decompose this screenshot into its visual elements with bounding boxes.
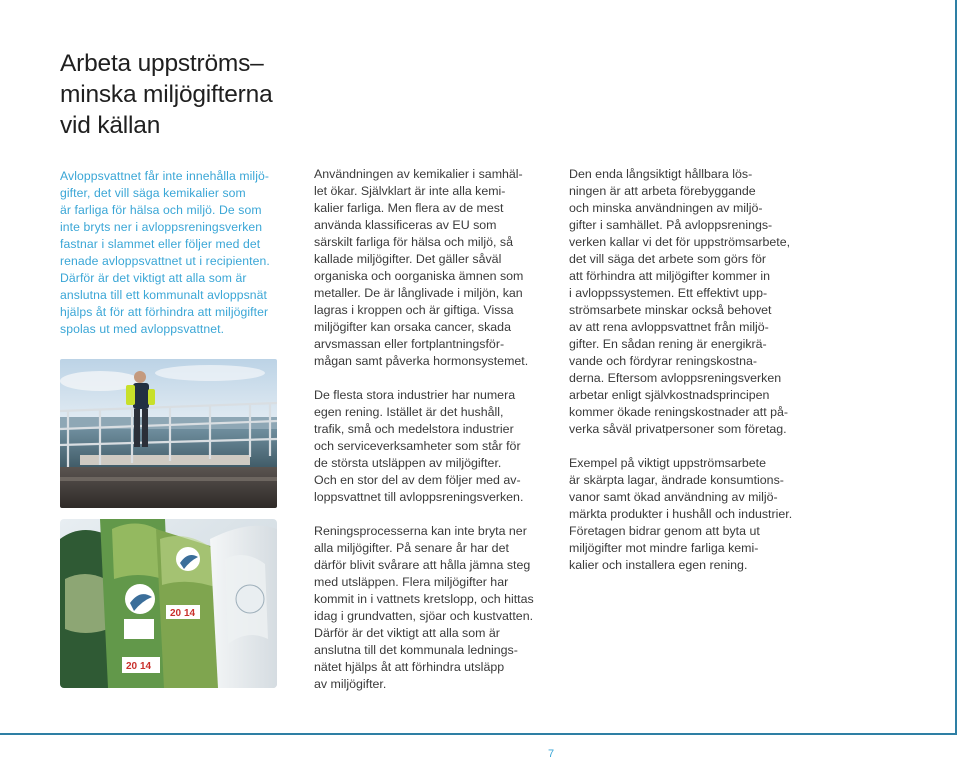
text-line: verka såväl privatpersoner som företag.: [569, 422, 787, 436]
text-line: let ökar. Självklart är inte alla kemi-: [314, 184, 506, 198]
text-line: alla miljögifter. På senare år har det: [314, 541, 509, 555]
paragraph: [314, 523, 549, 693]
text-line: kalier och installera egen rening.: [569, 558, 748, 572]
text-line: därför blivit svårare att hålla jämna steg: [314, 558, 531, 572]
text-line: verken kallar vi det för uppströmsarbete,: [569, 235, 791, 249]
intro-line: gifter, det vill säga kemikalier som: [60, 186, 246, 200]
text-line: i avloppssystemen. Ett effektivt upp-: [569, 286, 768, 300]
text-line: lagras i kroppen och är giftiga. Vissa: [314, 303, 514, 317]
title-line: minska miljögifterna: [60, 81, 273, 108]
body-column-middle: [314, 166, 549, 693]
treatment-plant-photo: [60, 359, 277, 508]
text-line: Reningsprocesserna kan inte bryta ner: [314, 524, 527, 538]
package-label: 20: [126, 661, 138, 672]
text-line: Exempel på viktigt uppströmsarbete: [569, 456, 766, 470]
text-line: gifter i samhället. På avloppsrenings-: [569, 218, 773, 232]
intro-line: renade avloppsvattnet ut i recipienten.: [60, 254, 270, 268]
text-line: nätet hjälps åt att förhindra utsläpp: [314, 660, 505, 674]
text-line: miljögifter mot mindre farliga kemi-: [569, 541, 759, 555]
text-line: organiska och oorganiska ämnen som: [314, 269, 524, 283]
text-line: Användningen av kemikalier i samhäl-: [314, 167, 523, 181]
text-line: vande och fördyrar reningskostna-: [569, 354, 758, 368]
text-line: kalier farliga. Men flera av de mest: [314, 201, 504, 215]
paragraph: [314, 166, 549, 370]
package-label: 14: [184, 608, 196, 619]
text-line: Företagen bidrar genom att byta ut: [569, 524, 760, 538]
text-line: mågan samt påverka hormonsystemet.: [314, 354, 529, 368]
page-frame-bottom: [0, 733, 957, 735]
text-line: loppsvattnet till avloppsreningsverken.: [314, 490, 524, 504]
text-line: att förhindra att miljögifter kommer in: [569, 269, 771, 283]
intro-line: anslutna till ett kommunalt avloppsnät: [60, 288, 268, 302]
intro-line: spolas ut med avloppsvattnet.: [60, 322, 225, 336]
text-line: miljögifter kan orsaka cancer, skada: [314, 320, 511, 334]
intro-line: inte bryts ner i avloppsreningsverken: [60, 220, 263, 234]
text-line: är skärpta lagar, ändrade konsumtions-: [569, 473, 784, 487]
text-line: strömsarbete minskar också behovet: [569, 303, 772, 317]
paragraph: [569, 455, 809, 574]
page-title: [60, 48, 320, 141]
text-line: kommit in i vattnets kretslopp, och hittas: [314, 592, 534, 606]
text-line: med utsläppen. Flera miljögifter har: [314, 575, 509, 589]
package-label: 14: [140, 661, 152, 672]
body-column-right: [569, 166, 809, 574]
intro-paragraph: [60, 168, 282, 338]
text-line: och minska användningen av miljö-: [569, 201, 763, 215]
text-line: använda klassificeras av EU som: [314, 218, 497, 232]
text-line: Därför är det viktigt att alla som är: [314, 626, 500, 640]
text-line: arvsmassan eller fortplantningsför-: [314, 337, 505, 351]
intro-line: är farliga för hälsa och miljö. De som: [60, 203, 262, 217]
text-line: de största utsläppen av miljögifter.: [314, 456, 502, 470]
text-line: av att rena avloppsvattnet från miljö-: [569, 320, 769, 334]
text-line: märkta produkter i hushåll och industrier.: [569, 507, 793, 521]
text-line: av miljögifter.: [314, 677, 387, 691]
text-line: anslutna till det kommunala lednings-: [314, 643, 518, 657]
text-line: trafik, små och medelstora industrier: [314, 422, 514, 436]
text-line: Den enda långsiktigt hållbara lös-: [569, 167, 753, 181]
text-line: derna. Eftersom avloppsreningsverken: [569, 371, 782, 385]
intro-line: hjälps åt för att förhindra att miljögifter: [60, 305, 269, 319]
text-line: kommer ökade reningskostnader att på-: [569, 405, 789, 419]
title-line: vid källan: [60, 112, 161, 139]
text-line: metaller. De är långlivade i miljön, kan: [314, 286, 523, 300]
page-frame-right: [955, 0, 957, 733]
intro-line: Därför är det viktigt att alla som är: [60, 271, 247, 285]
text-line: särskilt farliga för hälsa och miljö, så: [314, 235, 514, 249]
paragraph: [314, 387, 549, 506]
text-line: arbetar enligt självkostnadsprincipen: [569, 388, 770, 402]
intro-line: Avloppsvattnet får inte innehålla miljö-: [60, 169, 270, 183]
text-line: vanor samt ökad användning av miljö-: [569, 490, 778, 504]
text-line: De flesta stora industrier har numera: [314, 388, 516, 402]
text-line: Och en stor del av dem följer med av-: [314, 473, 521, 487]
text-line: egen rening. Istället är det hushåll,: [314, 405, 504, 419]
title-line: Arbeta uppströms–: [60, 50, 264, 77]
eco-label-products-photo: [60, 519, 277, 688]
text-line: kallade miljögifter. Det gäller såväl: [314, 252, 502, 266]
text-line: det vill säga det arbete som görs för: [569, 252, 766, 266]
text-line: ningen är att arbeta förebyggande: [569, 184, 756, 198]
text-line: och serviceverksamheter som står för: [314, 439, 521, 453]
package-label: 20: [170, 608, 182, 619]
page-number: 7: [547, 748, 555, 760]
paragraph: [569, 166, 809, 438]
text-line: idag i grundvatten, sjöar och kustvatten.: [314, 609, 534, 623]
intro-line: fastnar i slammet eller följer med det: [60, 237, 261, 251]
text-line: gifter. En sådan rening är energikrä-: [569, 337, 767, 351]
